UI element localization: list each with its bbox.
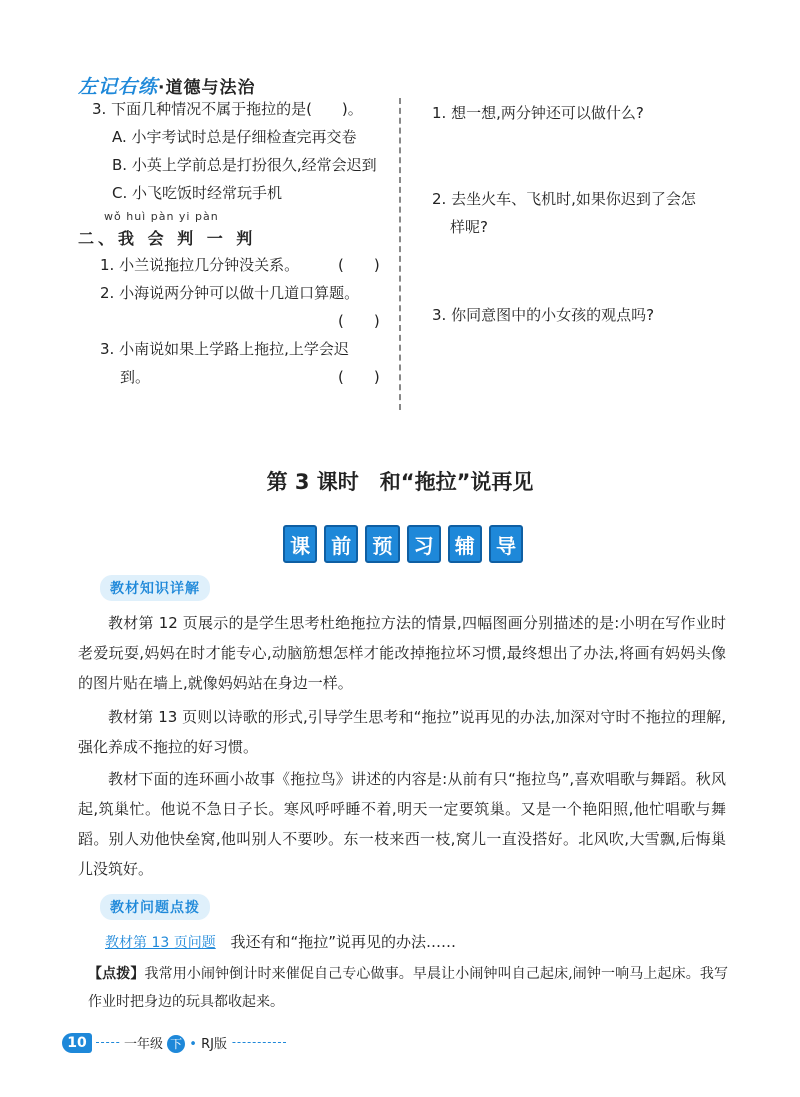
banner-char: 导: [489, 525, 523, 563]
banner-char: 前: [324, 525, 358, 563]
judge-paren-1: ( ): [338, 256, 380, 274]
judge-item-2: 2. 小海说两分钟可以做十几道口算题。: [100, 284, 360, 302]
problem-answer-block: [88, 960, 728, 1016]
right-question-2: 2. 去坐火车、飞机时,如果你迟到了会怎: [432, 190, 696, 208]
right-question-1: 1. 想一想,两分钟还可以做什么?: [432, 104, 644, 122]
column-divider: [399, 98, 401, 410]
option-c: C. 小飞吃饭时经常玩手机: [112, 184, 283, 202]
term-badge: 下: [167, 1035, 185, 1053]
knowledge-para-1: 教材第 12 页展示的是学生思考杜绝拖拉方法的情景,四幅图画分别描述的是:小明在写作业时老爱玩耍,妈妈在时才能专心,动脑筋想怎样才能改掉拖拉坏习惯,最终想出了办法,将画有妈妈头像的图片贴在墙上,就像妈妈站在身边一样。: [78, 614, 726, 692]
banner-char: 习: [407, 525, 441, 563]
brand-logo: [78, 72, 255, 99]
problem-line: [105, 931, 456, 954]
judge-paren-3: ( ): [338, 368, 380, 386]
page-number: 10: [62, 1033, 92, 1053]
section-pinyin: wǒ huì pàn yi pàn: [104, 210, 219, 223]
knowledge-para-3: 教材下面的连环画小故事《拖拉鸟》讲述的内容是:从前有只“拖拉鸟”,喜欢唱歌与舞蹈。秋风起,筑巢忙。他说不急日子长。寒风呼呼睡不着,明天一定要筑巢。又是一个艳阳照,他忙唱歌与舞蹈。别人劝他快垒窝,他叫别人不要吵。东一枝来西一枝,窝儿一直没搭好。北风吹,大雪飘,后悔巢儿没筑好。: [78, 770, 726, 878]
brand-name: 左记右练: [78, 76, 159, 98]
judge-item-3: 3. 小南说如果上学路上拖拉,上学会迟: [100, 340, 349, 358]
option-b: B. 小英上学前总是打扮很久,经常会迟到: [112, 156, 377, 174]
option-a: A. 小宇考试时总是仔细检查完再交卷: [112, 128, 357, 146]
problem-label: 教材第 13 页问题: [105, 935, 216, 951]
judge-paren-2: ( ): [338, 312, 380, 330]
section-2-title: 二、我 会 判 一 判: [78, 229, 257, 248]
grade-label: 一年级: [124, 1037, 164, 1052]
judge-item-1: 1. 小兰说拖拉几分钟没关系。: [100, 256, 300, 274]
preview-banner: [283, 525, 523, 563]
edition-label: RJ版: [201, 1037, 227, 1052]
footer-grade: 一年级 下 • RJ版: [120, 1033, 231, 1053]
lesson-title: 第 3 课时 和“拖拉”说再见: [266, 470, 534, 494]
knowledge-para-2: 教材第 13 页则以诗歌的形式,引导学生思考和“拖拉”说再见的办法,加深对守时不拖拉的理解,强化养成不拖拉的好习惯。: [78, 708, 726, 756]
answer-label: 【点拨】: [88, 966, 145, 982]
answer-text: 我常用小闹钟倒计时来催促自己专心做事。早晨让小闹钟叫自己起床,闹钟一响马上起床。我写作业时把身边的玩具都收起来。: [88, 966, 729, 1010]
banner-char: 课: [283, 525, 317, 563]
banner-char: 辅: [448, 525, 482, 563]
knowledge-tag: 教材知识详解: [100, 575, 210, 601]
problem-tag: 教材问题点拨: [100, 894, 210, 920]
judge-item-3-cont: 到。: [120, 368, 151, 386]
subject-name: ·道德与法治: [158, 78, 256, 98]
problem-question: 我还有和“拖拉”说再见的办法……: [230, 933, 457, 951]
question-3: 3. 下面几种情况不属于拖拉的是( )。: [92, 100, 363, 118]
right-question-2-cont: 样呢?: [450, 218, 488, 236]
banner-char: 预: [365, 525, 399, 563]
right-question-3: 3. 你同意图中的小女孩的观点吗?: [432, 306, 655, 324]
